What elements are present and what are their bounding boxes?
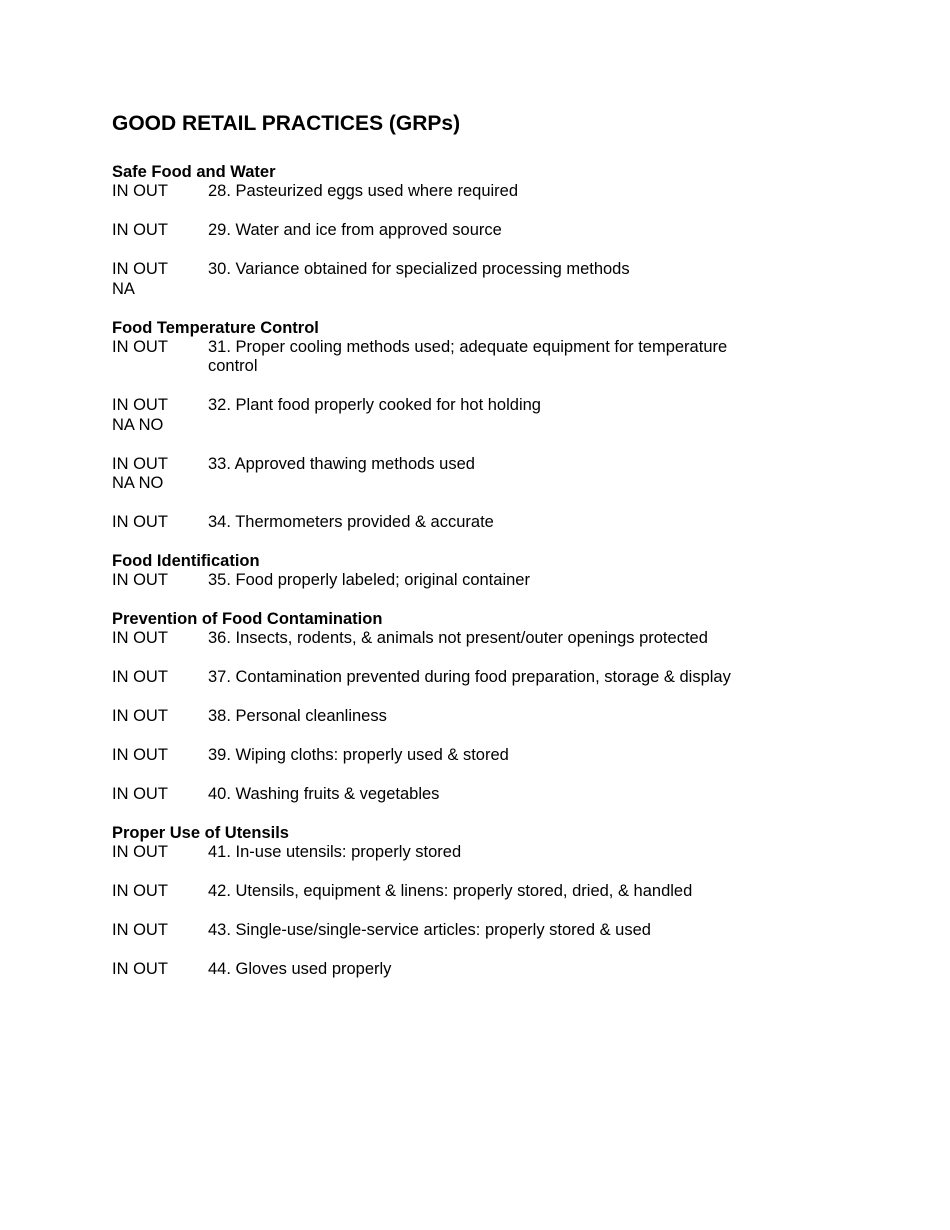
item-status: IN OUT NA — [112, 260, 168, 298]
item-status: IN OUT — [112, 746, 168, 764]
item-text: 43. Single-use/single-service articles: properly stored & used — [208, 921, 651, 939]
item-text: 32. Plant food properly cooked for hot holding — [208, 396, 541, 414]
item-text: 35. Food properly labeled; original container — [208, 571, 530, 589]
section-proper-use-of-utensils — [112, 824, 872, 980]
item-status: IN OUT NA NO — [112, 396, 168, 434]
item-text: 40. Washing fruits & vegetables — [208, 785, 440, 803]
checklist-item — [112, 960, 872, 980]
checklist-item — [112, 882, 872, 902]
section-heading: Food Identification — [112, 552, 260, 570]
item-text: 44. Gloves used properly — [208, 960, 392, 978]
item-status: IN OUT NA NO — [112, 454, 168, 492]
document-page — [112, 110, 872, 999]
section-food-identification — [112, 552, 872, 591]
checklist-item — [112, 513, 872, 533]
section-safe-food-and-water — [112, 163, 872, 299]
item-text: 33. Approved thawing methods used — [208, 454, 475, 473]
checklist-item — [112, 260, 872, 299]
section-heading: Prevention of Food Contamination — [112, 610, 383, 628]
section-heading: Safe Food and Water — [112, 163, 276, 181]
item-status: IN OUT — [112, 182, 168, 200]
item-text: 36. Insects, rodents, & animals not present/outer openings protected — [208, 629, 708, 647]
checklist-item — [112, 785, 872, 805]
item-status: IN OUT — [112, 921, 168, 939]
item-status: IN OUT — [112, 882, 168, 900]
checklist-item — [112, 629, 872, 649]
item-text: 42. Utensils, equipment & linens: properly stored, dried, & handled — [208, 882, 693, 900]
item-status: IN OUT — [112, 337, 168, 356]
item-text: 29. Water and ice from approved source — [208, 221, 502, 239]
item-status: IN OUT — [112, 629, 168, 647]
section-heading: Food Temperature Control — [112, 318, 319, 337]
checklist-item — [112, 707, 872, 727]
item-text: 34. Thermometers provided & accurate — [208, 513, 494, 531]
section-prevention-of-food-contamination — [112, 610, 872, 805]
checklist-item — [112, 221, 872, 241]
checklist-item — [112, 455, 872, 494]
item-text: 39. Wiping cloths: properly used & stored — [208, 746, 509, 764]
checklist-item — [112, 396, 872, 435]
item-status: IN OUT — [112, 707, 168, 725]
checklist-item — [112, 571, 872, 591]
checklist-item — [112, 843, 872, 863]
item-status: IN OUT — [112, 513, 168, 531]
checklist-item — [112, 338, 872, 377]
item-text: 28. Pasteurized eggs used where required — [208, 182, 519, 200]
checklist-item — [112, 668, 872, 688]
item-status: IN OUT — [112, 221, 168, 239]
item-status: IN OUT — [112, 571, 168, 589]
item-text: 38. Personal cleanliness — [208, 707, 387, 725]
item-status: IN OUT — [112, 843, 168, 861]
item-status: IN OUT — [112, 960, 168, 978]
item-status: IN OUT — [112, 668, 168, 686]
item-text: 37. Contamination prevented during food preparation, storage & display — [208, 668, 731, 686]
section-food-temperature-control — [112, 319, 872, 533]
item-text: 41. In-use utensils: properly stored — [208, 843, 462, 861]
item-status: IN OUT — [112, 785, 168, 803]
checklist-item — [112, 182, 872, 202]
item-text: 30. Variance obtained for specialized processing methods — [208, 260, 630, 278]
section-heading: Proper Use of Utensils — [112, 824, 289, 842]
checklist-item — [112, 921, 872, 941]
page-title: GOOD RETAIL PRACTICES (GRPs) — [112, 112, 461, 135]
item-text: 31. Proper cooling methods used; adequate equipment for temperature control — [208, 337, 728, 375]
checklist-item — [112, 746, 872, 766]
